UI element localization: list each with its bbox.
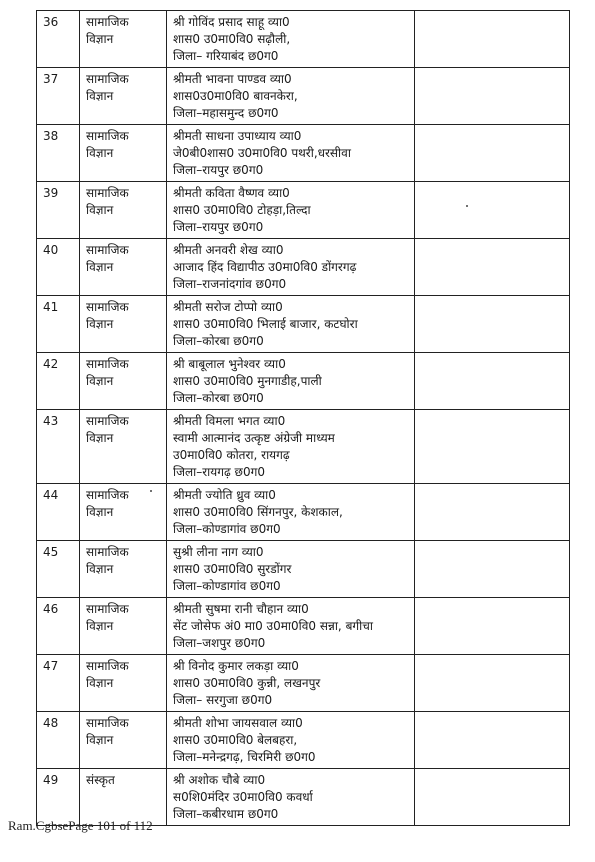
table-row	[37, 295, 569, 352]
teacher-detail-line: जिला–कोरबा छ0ग0	[173, 391, 264, 405]
subject-text: सामाजिक	[86, 300, 129, 314]
subject-cell	[80, 296, 167, 352]
serial-number: 48	[37, 712, 80, 768]
teacher-detail-line: शास0 उ0मा0वि0 कुन्नी, लखनपुर	[173, 676, 321, 690]
subject-cell	[80, 712, 167, 768]
teacher-detail-line: श्रीमती अनवरी शेख व्या0	[173, 243, 284, 257]
teacher-details-cell	[167, 182, 415, 238]
teacher-details-cell	[167, 598, 415, 654]
subject-text: विज्ञान	[86, 733, 114, 747]
teacher-details-cell	[167, 68, 415, 124]
teacher-detail-line: जिला–रायगढ़ छ0ग0	[173, 465, 265, 479]
teacher-detail-line: जिला–कोण्डागांव छ0ग0	[173, 522, 281, 536]
serial-number: 44	[37, 484, 80, 540]
serial-number: 38	[37, 125, 80, 181]
blank-cell	[415, 353, 569, 409]
teacher-detail-line: श्री अशोक चौबे व्या0	[173, 773, 266, 787]
teacher-detail-line: सुश्री लीना नाग व्या0	[173, 545, 264, 559]
teacher-detail-line: उ0मा0वि0 कोतरा, रायगढ़	[173, 448, 290, 462]
teacher-detail-line: श्री गोविंद प्रसाद साहू व्या0	[173, 15, 290, 29]
staff-table	[36, 10, 570, 826]
teacher-detail-line: श्रीमती सुषमा रानी चौहान व्या0	[173, 602, 309, 616]
blank-cell	[415, 484, 569, 540]
subject-cell	[80, 353, 167, 409]
teacher-detail-line: श्री बाबूलाल भुनेश्वर व्या0	[173, 357, 286, 371]
teacher-detail-line: जिला–मनेन्द्रगढ़, चिरमिरी छ0ग0	[173, 750, 316, 764]
blank-cell	[415, 410, 569, 483]
table-row	[37, 67, 569, 124]
subject-text: सामाजिक	[86, 716, 129, 730]
subject-text: सामाजिक	[86, 545, 129, 559]
teacher-details-cell	[167, 410, 415, 483]
table-row	[37, 711, 569, 768]
subject-text: संस्कृत	[86, 773, 115, 787]
teacher-detail-line: श्रीमती विमला भगत व्या0	[173, 414, 286, 428]
subject-text: सामाजिक	[86, 357, 129, 371]
teacher-detail-line: स्वामी आत्मानंद उत्कृष्ट अंग्रेजी माध्यम	[173, 431, 335, 445]
subject-cell	[80, 484, 167, 540]
teacher-detail-line: श्री विनोद कुमार लकड़ा व्या0	[173, 659, 299, 673]
blank-cell	[415, 125, 569, 181]
subject-text: विज्ञान	[86, 431, 114, 445]
teacher-detail-line: श्रीमती सरोज टोप्पो व्या0	[173, 300, 283, 314]
blank-cell	[415, 769, 569, 825]
teacher-detail-line: आजाद हिंद विद्यापीठ उ0मा0वि0 डोंगरगढ़	[173, 260, 357, 274]
serial-number: 45	[37, 541, 80, 597]
table-row	[37, 768, 569, 825]
teacher-detail-line: शास0 उ0मा0वि0 सिंगनपुर, केशकाल,	[173, 505, 343, 519]
blank-cell	[415, 182, 569, 238]
blank-cell	[415, 655, 569, 711]
subject-text: विज्ञान	[86, 260, 114, 274]
subject-cell	[80, 769, 167, 825]
table-row	[37, 540, 569, 597]
subject-text: सामाजिक	[86, 72, 129, 86]
subject-text: विज्ञान	[86, 619, 114, 633]
teacher-detail-line: जिला–महासमुन्द छ0ग0	[173, 106, 279, 120]
teacher-detail-line: शास0 उ0मा0वि0 मुनगाडीह,पाली	[173, 374, 322, 388]
teacher-detail-line: जिला–जशपुर छ0ग0	[173, 636, 266, 650]
subject-text: विज्ञान	[86, 562, 114, 576]
blank-cell	[415, 239, 569, 295]
subject-cell	[80, 68, 167, 124]
teacher-detail-line: सेंट जोसेफ अं0 मा0 उ0मा0वि0 सन्ना, बगीचा	[173, 619, 374, 633]
serial-number: 47	[37, 655, 80, 711]
subject-text: विज्ञान	[86, 374, 114, 388]
teacher-detail-line: शास0उ0मा0वि0 बावनकेरा,	[173, 89, 298, 103]
teacher-details-cell	[167, 239, 415, 295]
table-row	[37, 483, 569, 540]
subject-text: विज्ञान	[86, 317, 114, 331]
blank-cell	[415, 541, 569, 597]
teacher-detail-line: श्रीमती साधना उपाध्याय व्या0	[173, 129, 302, 143]
teacher-detail-line: स0शि0मंदिर उ0मा0वि0 कवर्धा	[173, 790, 313, 804]
teacher-details-cell	[167, 769, 415, 825]
blank-cell	[415, 712, 569, 768]
serial-number: 43	[37, 410, 80, 483]
subject-cell	[80, 239, 167, 295]
serial-number: 39	[37, 182, 80, 238]
teacher-detail-line: शास0 उ0मा0वि0 सढ़ौली,	[173, 32, 291, 46]
teacher-detail-line: जिला–रायपुर छ0ग0	[173, 220, 264, 234]
teacher-detail-line: शास0 उ0मा0वि0 सुरडोंगर	[173, 562, 292, 576]
subject-cell	[80, 11, 167, 67]
subject-text: सामाजिक	[86, 129, 129, 143]
serial-number: 36	[37, 11, 80, 67]
teacher-detail-line: श्रीमती कविता वैष्णव व्या0	[173, 186, 290, 200]
table-row	[37, 654, 569, 711]
subject-text: विज्ञान	[86, 676, 114, 690]
subject-cell	[80, 655, 167, 711]
blank-cell	[415, 598, 569, 654]
teacher-detail-line: जिला– गरियाबंद छ0ग0	[173, 49, 279, 63]
subject-text: सामाजिक	[86, 243, 129, 257]
teacher-details-cell	[167, 712, 415, 768]
serial-number: 46	[37, 598, 80, 654]
teacher-details-cell	[167, 11, 415, 67]
subject-cell	[80, 182, 167, 238]
subject-text: सामाजिक	[86, 488, 129, 502]
scan-speck	[150, 490, 152, 492]
subject-text: विज्ञान	[86, 32, 114, 46]
teacher-details-cell	[167, 353, 415, 409]
serial-number: 42	[37, 353, 80, 409]
table-row	[37, 181, 569, 238]
teacher-detail-line: जिला–रायपुर छ0ग0	[173, 163, 264, 177]
teacher-details-cell	[167, 484, 415, 540]
serial-number: 37	[37, 68, 80, 124]
blank-cell	[415, 68, 569, 124]
teacher-details-cell	[167, 296, 415, 352]
teacher-detail-line: शास0 उ0मा0वि0 भिलाई बाजार, कटघोरा	[173, 317, 358, 331]
subject-text: सामाजिक	[86, 414, 129, 428]
teacher-detail-line: श्रीमती भावना पाण्डव व्या0	[173, 72, 292, 86]
page-footer: Ram.CgbsePage 101 of 112	[8, 818, 153, 833]
table-row	[37, 238, 569, 295]
subject-text: सामाजिक	[86, 659, 129, 673]
subject-text: विज्ञान	[86, 89, 114, 103]
teacher-detail-line: जिला–राजनांदगांव छ0ग0	[173, 277, 287, 291]
subject-text: विज्ञान	[86, 505, 114, 519]
subject-text: सामाजिक	[86, 602, 129, 616]
subject-text: विज्ञान	[86, 203, 114, 217]
serial-number: 40	[37, 239, 80, 295]
blank-cell	[415, 11, 569, 67]
table-row	[37, 597, 569, 654]
teacher-details-cell	[167, 125, 415, 181]
subject-cell	[80, 410, 167, 483]
table-row	[37, 11, 569, 67]
scan-speck	[466, 205, 468, 207]
table-row	[37, 409, 569, 483]
subject-text: सामाजिक	[86, 186, 129, 200]
teacher-detail-line: जिला–कोण्डागांव छ0ग0	[173, 579, 281, 593]
serial-number: 49	[37, 769, 80, 825]
subject-text: सामाजिक	[86, 15, 129, 29]
subject-cell	[80, 541, 167, 597]
teacher-detail-line: जिला–कोरबा छ0ग0	[173, 334, 264, 348]
subject-cell	[80, 598, 167, 654]
table-row	[37, 352, 569, 409]
teacher-detail-line: जिला– सरगुजा छ0ग0	[173, 693, 273, 707]
teacher-detail-line: जे0बी0शास0 उ0मा0वि0 पथरी,धरसीवा	[173, 146, 351, 160]
subject-text: विज्ञान	[86, 146, 114, 160]
blank-cell	[415, 296, 569, 352]
teacher-details-cell	[167, 655, 415, 711]
teacher-detail-line: श्रीमती शोभा जायसवाल व्या0	[173, 716, 303, 730]
subject-cell	[80, 125, 167, 181]
serial-number: 41	[37, 296, 80, 352]
teacher-detail-line: श्रीमती ज्योति ध्रुव व्या0	[173, 488, 276, 502]
teacher-detail-line: जिला–कबीरधाम छ0ग0	[173, 807, 279, 821]
teacher-details-cell	[167, 541, 415, 597]
teacher-detail-line: शास0 उ0मा0वि0 टोहड़ा,तिल्दा	[173, 203, 311, 217]
table-row	[37, 124, 569, 181]
teacher-detail-line: शास0 उ0मा0वि0 बेलबहरा,	[173, 733, 298, 747]
